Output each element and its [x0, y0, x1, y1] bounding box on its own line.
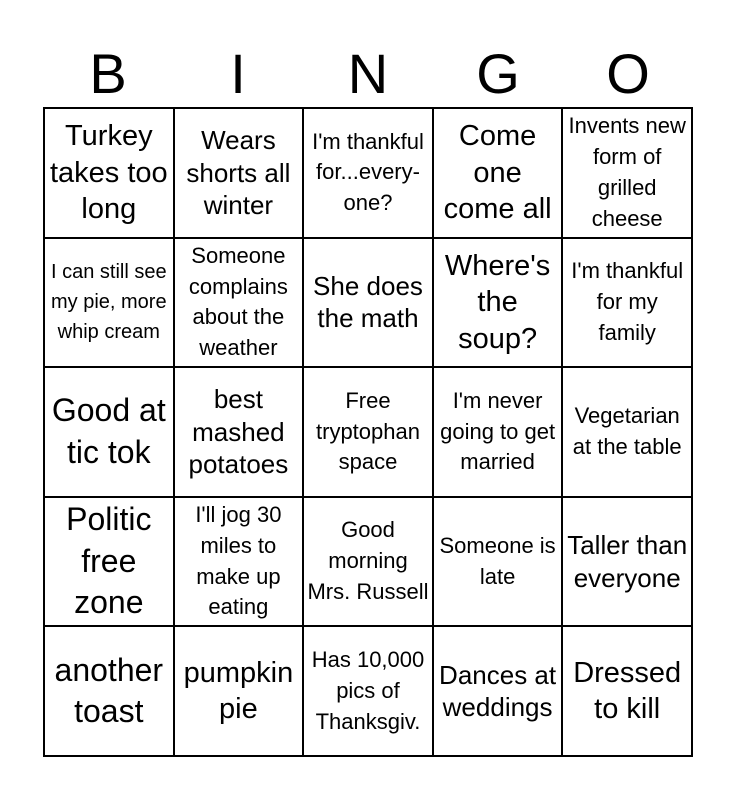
cell-text: Taller than everyone [567, 530, 688, 593]
cell-text: Someone complains about the weather [188, 242, 288, 361]
cell-text: Come one come all [443, 120, 552, 225]
bingo-cell[interactable] [303, 497, 433, 627]
header-letter-g: G [476, 42, 520, 105]
bingo-cell[interactable] [562, 497, 692, 627]
cell-text: Good morning Mrs. Russell [307, 517, 429, 604]
cell-text: I'm thankful for my family [571, 258, 684, 345]
cell-text: She does the math [313, 270, 423, 334]
bingo-cell[interactable] [44, 367, 174, 497]
bingo-cell[interactable] [44, 238, 174, 368]
bingo-board [43, 107, 693, 757]
header-letter-i: I [230, 42, 246, 105]
bingo-cell[interactable] [433, 497, 563, 627]
bingo-cell[interactable] [174, 367, 304, 497]
bingo-cell[interactable] [433, 367, 563, 497]
bingo-cell[interactable] [303, 238, 433, 368]
bingo-cell[interactable] [174, 108, 304, 238]
header-letter-n: N [347, 42, 389, 105]
bingo-cell[interactable] [433, 626, 563, 756]
bingo-cell[interactable] [44, 108, 174, 238]
cell-text: I can still see my pie, more whip cream [50, 261, 167, 344]
bingo-cell[interactable] [562, 238, 692, 368]
cell-text: Has 10,000 pics of Thanksgiv. [311, 647, 425, 734]
bingo-cell[interactable] [44, 626, 174, 756]
cell-text: I'll jog 30 miles to make up eating [195, 502, 282, 620]
header-letter-b: B [89, 42, 127, 105]
cell-text: Free tryptophan space [316, 387, 420, 475]
cell-text: I'm thankful for...every-one? [312, 128, 424, 216]
cell-text: Politic free zone [66, 501, 152, 621]
bingo-cell[interactable] [44, 497, 174, 627]
cell-text: Turkey takes too long [49, 120, 168, 225]
cell-text: Dressed to kill [573, 656, 682, 726]
cell-text: Vegetarian at the table [572, 403, 682, 459]
cell-text: Wears shorts all winter [186, 125, 291, 221]
cell-text: best mashed potatoes [188, 384, 289, 480]
bingo-cell[interactable] [303, 626, 433, 756]
bingo-cell[interactable] [174, 238, 304, 368]
bingo-cell[interactable] [562, 626, 692, 756]
cell-text: Someone is late [439, 532, 556, 589]
cell-text: I'm never going to get married [440, 387, 556, 475]
bingo-cell[interactable] [562, 108, 692, 238]
header-letter-o: O [606, 42, 650, 105]
bingo-cell[interactable] [433, 238, 563, 368]
bingo-cell[interactable] [174, 626, 304, 756]
bingo-cell[interactable] [433, 108, 563, 238]
bingo-cell[interactable] [562, 367, 692, 497]
bingo-cell[interactable] [303, 108, 433, 238]
cell-text: Good at tic tok [51, 392, 166, 470]
cell-text: another toast [54, 651, 164, 730]
cell-text: Where's the soup? [444, 250, 551, 355]
cell-text: Invents new form of grilled cheese [568, 113, 686, 231]
bingo-header [43, 40, 693, 108]
cell-text: pumpkin pie [183, 656, 294, 726]
cell-text: Dances at weddings [439, 659, 557, 723]
bingo-cell[interactable] [303, 367, 433, 497]
bingo-cell[interactable] [174, 497, 304, 627]
